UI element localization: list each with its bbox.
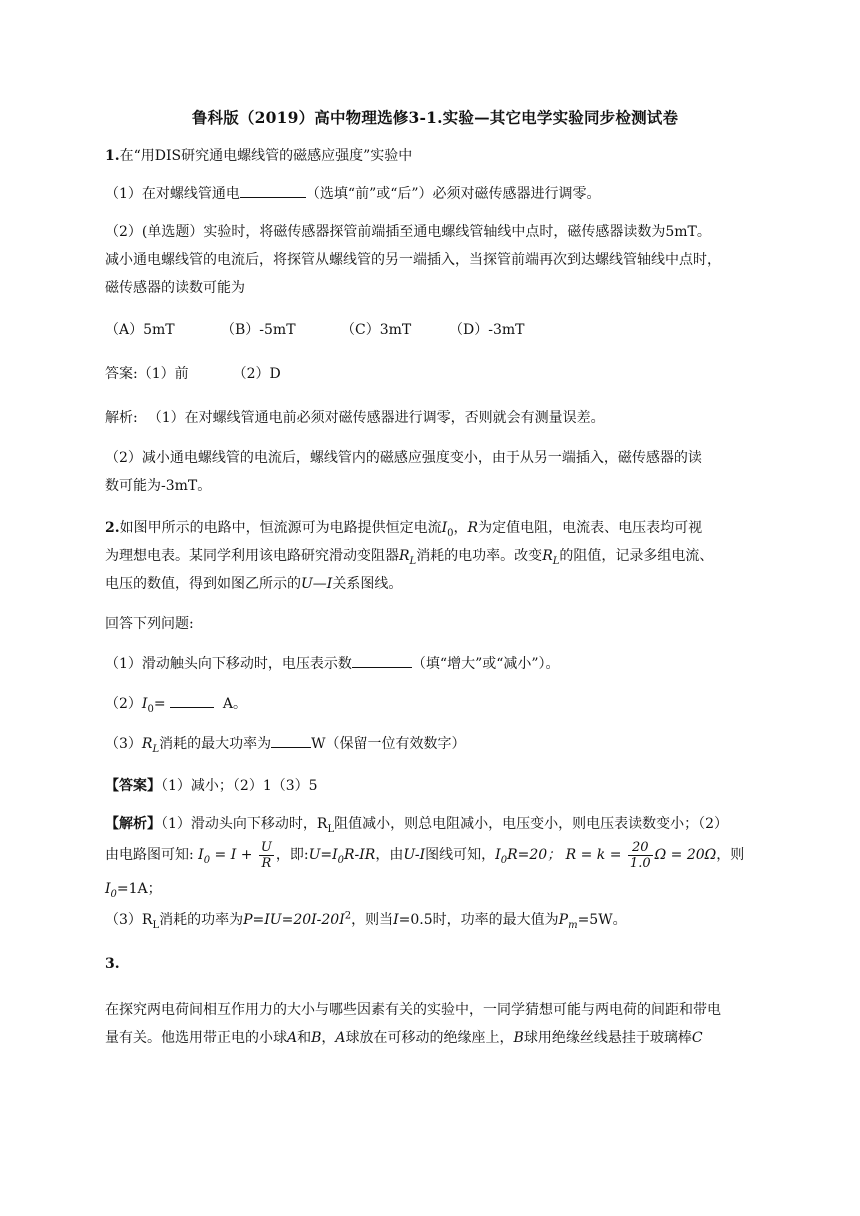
q3-stem: 在探究两电荷间相互作用力的大小与哪些因素有关的实验中，一同学猜想可能与两电荷的间距和带电 量有关。他选用带正电的小球A和B，A球放在可移动的绝缘座上，B球用绝缘丝线悬挂于玻璃棒C — [105, 1002, 721, 1046]
option-b[interactable]: （B）-5mT — [221, 322, 296, 338]
q2-answer: 【答案】（1）减小；（2）1（3）5 — [105, 778, 318, 794]
q2-part3: $(3)R_L$消耗的最大功率为 W（保留一位有效数字） — [105, 732, 765, 756]
q1-answer: 答案:（1）前 （2）D — [105, 366, 281, 382]
q2-prompt: 回答下列问题: — [105, 616, 194, 632]
document-title: 鲁科版（2019）高中物理选修3-1.实验—其它电学实验同步检测试卷 — [191, 108, 679, 127]
equation-1: $I_0 = I$ + $\frac{U}{R}$ — [198, 839, 272, 871]
option-a[interactable]: （A）5mT — [105, 322, 175, 338]
q1-options — [105, 318, 765, 342]
option-c[interactable]: （C）3mT — [341, 322, 412, 338]
q2-blank-1[interactable] — [352, 652, 412, 668]
q1-blank-1[interactable] — [240, 182, 306, 198]
q1-stem: 1.在“用DIS研究通电螺线管的磁感应强度”实验中 — [105, 148, 413, 164]
q1-analysis-1: 解析: （1）在对螺线管通电前必须对磁传感器进行调零，否则就会有测量误差。 — [105, 410, 605, 426]
q1-number: 1. — [105, 148, 120, 164]
q1-part1: （1）在对螺线管通电 （选填“前”或“后”）必须对磁传感器进行调零。 — [105, 182, 765, 206]
document-page — [105, 98, 765, 1064]
q2-part1: （1）滑动触头向下移动时，电压表示数 （填“增大”或“减小”）。 — [105, 652, 765, 676]
option-d[interactable]: （D）-3mT — [449, 322, 525, 338]
q2-analysis: 【解析】（1）滑动头向下移动时，$R_L$阻值减小，则总电阻减小，电压变小，则电压表读数变小；（2） 由电路图可知: $I_0 = I$ + $\frac{U}{R}$ ，即$:U=I_0R-IR$，由U-I图线可知，$I_0R=20$； R = k = $\frac{20}{1.0}$ Ω = 20Ω，则$I_0=1A$； $(3)R_L$消耗的功率为$P=IU=20I-20I^2$，则当I=0.5时，功率的最大值为$P_m=5W$。 — [105, 816, 745, 931]
q1-part2: （2）(单选题）实验时，将磁传感器探管前端插至通电螺线管轴线中点时，磁传感器读数为5mT。 减小通电螺线管的电流后，将探管从螺线管的另一端插入，当探管前端再次到达螺线管轴线中点时， 磁传感器的读数可能为 — [105, 224, 721, 296]
q2-blank-2[interactable] — [170, 692, 214, 708]
q2-stem: 2.如图甲所示的电路中，恒流源可为电路提供恒定电流$I_0$，R为定值电阻，电流表、电压表均可视 为理想电表。某同学利用该电路研究滑动变阻器$R_L$消耗的电功率。改变$R_L$的阻值，记录多组电流、 电压的数值，得到如图乙所示的U—I关系图线。 — [105, 520, 714, 592]
q2-blank-3[interactable] — [271, 732, 311, 748]
equation-2: R = k = $\frac{20}{1.0}$ Ω = 20Ω — [565, 839, 717, 871]
q2-part2: $(2)I_0=$ A。 — [105, 692, 765, 716]
q1-analysis-2: （2）减小通电螺线管的电流后，螺线管内的磁感应强度变小，由于从另一端插入，磁传感器的读 数可能为-3mT。 — [105, 450, 702, 494]
q3-number: 3. — [105, 956, 120, 972]
q2-number: 2. — [105, 520, 120, 536]
q3-number-line — [105, 952, 765, 976]
